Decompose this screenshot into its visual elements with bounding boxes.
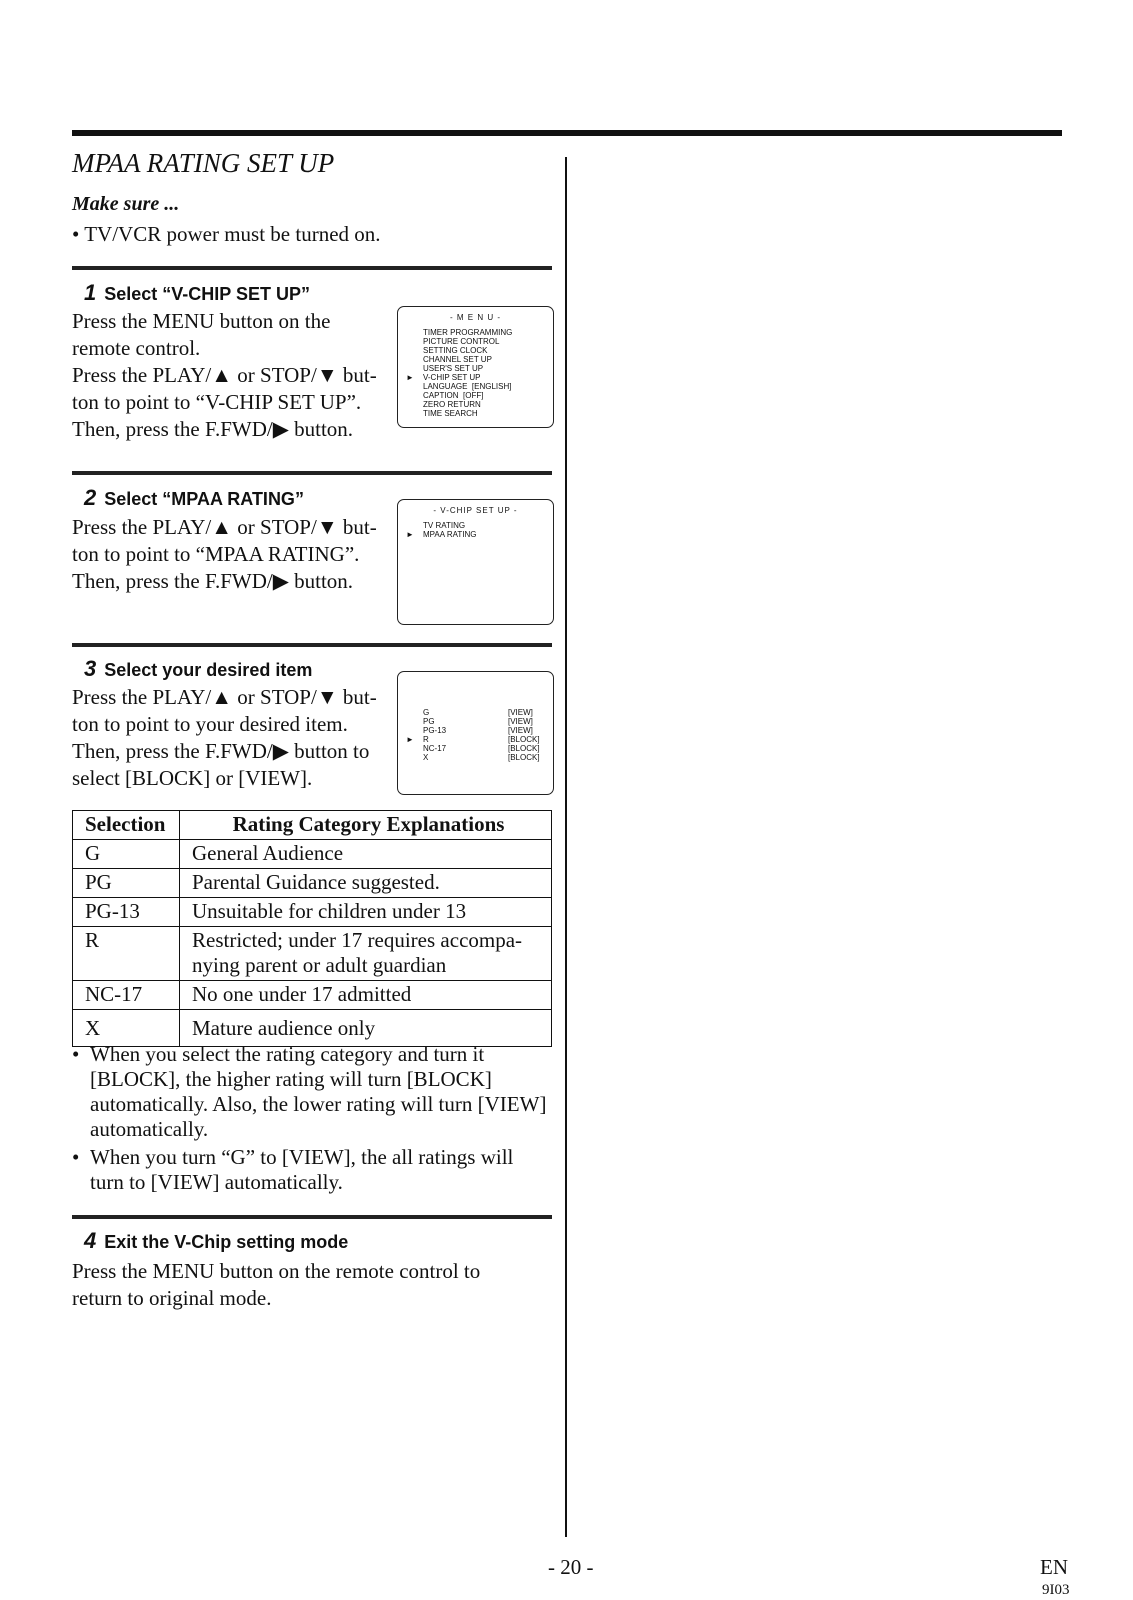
vchip-screen: [397, 499, 554, 625]
step-1-line: Then, press the F.FWD/▶ button.: [72, 417, 354, 441]
note-2-text: When you turn “G” to [VIEW], the all ratings will turn to [VIEW] automatically.: [90, 1145, 514, 1194]
step-3-line: Press the PLAY/▲ or STOP/▼ but-: [72, 685, 377, 709]
menu-item: USER'S SET UP: [423, 364, 484, 373]
rating-value: [BLOCK]: [508, 744, 540, 753]
cell-selection: PG-13: [73, 898, 180, 927]
step-4-title: Exit the V-Chip setting mode: [104, 1232, 349, 1252]
step-2-text: [72, 514, 377, 595]
rating-label: PG: [423, 717, 435, 726]
rating-row: [398, 753, 553, 762]
menu-item: SETTING CLOCK: [423, 346, 488, 355]
pointer-icon: ►: [406, 373, 414, 382]
step-2-heading: [84, 485, 304, 511]
cell-selection: X: [73, 1010, 180, 1047]
make-sure-heading: Make sure ...: [72, 193, 180, 215]
note-1-text: When you select the rating category and turn it [BLOCK], the higher rating will turn [BLOCK] automatically. Also, the lower rating will turn [VIEW] automatically.: [90, 1042, 547, 1141]
table-row: [73, 869, 552, 898]
column-divider: [565, 157, 567, 1537]
make-sure-item: [72, 222, 381, 247]
vchip-item-selected: [398, 530, 553, 539]
menu-item: CHANNEL SET UP: [423, 355, 492, 364]
step-4-number: 4: [84, 1228, 97, 1253]
step-1-line: remote control.: [72, 336, 201, 360]
cell-explanation: Restricted; under 17 requires accompa-nying parent or adult guardian: [180, 927, 552, 981]
step-3-line: ton to point to your desired item.: [72, 712, 348, 736]
bullet-icon: •: [72, 222, 80, 246]
rating-value: [BLOCK]: [508, 735, 540, 744]
step-2-rule: [72, 471, 552, 475]
document-code: 9I03: [1042, 1582, 1070, 1598]
menu-item-label: V-CHIP SET UP: [423, 373, 481, 382]
top-rule: [72, 130, 1062, 136]
menu-screen: [397, 306, 554, 428]
table-row: [73, 840, 552, 869]
step-4-rule: [72, 1215, 552, 1219]
ratings-screen: [397, 671, 554, 795]
rating-table: [72, 810, 552, 1047]
rating-row: [398, 708, 553, 717]
menu-item: ZERO RETURN: [423, 400, 481, 409]
step-1-rule: [72, 266, 552, 270]
rating-label: G: [423, 708, 430, 717]
cell-selection: G: [73, 840, 180, 869]
cell-selection: NC-17: [73, 981, 180, 1010]
make-sure-text: TV/VCR power must be turned on.: [84, 222, 381, 246]
bullet-icon: •: [72, 1145, 80, 1169]
rating-label: R: [423, 735, 429, 744]
vchip-item-label: MPAA RATING: [423, 530, 477, 539]
header-explanations: Rating Category Explanations: [180, 811, 552, 840]
rating-row: [398, 726, 553, 735]
rating-value: [BLOCK]: [508, 753, 540, 762]
step-2-number: 2: [84, 485, 97, 510]
step-1-title: Select “V-CHIP SET UP”: [104, 284, 310, 304]
step-3-number: 3: [84, 656, 97, 681]
table-row: [73, 898, 552, 927]
step-4-line: return to original mode.: [72, 1286, 272, 1310]
step-3-title: Select your desired item: [104, 660, 313, 680]
page-title: MPAA RATING SET UP: [72, 148, 335, 178]
menu-item: LANGUAGE [ENGLISH]: [423, 382, 512, 391]
language-code: EN: [1040, 1555, 1068, 1579]
step-4-heading: [84, 1228, 348, 1254]
rating-value: [VIEW]: [508, 726, 533, 735]
cell-explanation: Unsuitable for children under 13: [180, 898, 552, 927]
step-3-heading: [84, 656, 312, 682]
step-2-line: Then, press the F.FWD/▶ button.: [72, 569, 354, 593]
menu-item: TIME SEARCH: [423, 409, 478, 418]
vchip-screen-caption: - V-CHIP SET UP -: [433, 506, 518, 515]
menu-screen-caption: - M E N U -: [450, 313, 501, 322]
step-1-text: [72, 308, 377, 443]
rating-label: PG-13: [423, 726, 447, 735]
cell-selection: PG: [73, 869, 180, 898]
note-1: [72, 1042, 552, 1142]
cell-explanation: General Audience: [180, 840, 552, 869]
pointer-icon: ►: [406, 530, 414, 539]
cell-selection: R: [73, 927, 180, 981]
rating-row: [398, 717, 553, 726]
menu-item: PICTURE CONTROL: [423, 337, 500, 346]
step-1-number: 1: [84, 280, 97, 305]
cell-explanation: Mature audience only: [180, 1010, 552, 1047]
step-4-text: [72, 1258, 480, 1312]
bullet-icon: •: [72, 1042, 80, 1066]
page-number: - 20 -: [548, 1555, 594, 1579]
table-header-row: [73, 811, 552, 840]
note-2: [72, 1145, 552, 1195]
header-selection: Selection: [73, 811, 180, 840]
vchip-item: TV RATING: [423, 521, 466, 530]
step-1-line: ton to point to “V-CHIP SET UP”.: [72, 390, 362, 414]
step-3-line: Then, press the F.FWD/▶ button to: [72, 739, 370, 763]
cell-explanation: Parental Guidance suggested.: [180, 869, 552, 898]
rating-value: [VIEW]: [508, 708, 533, 717]
step-2-title: Select “MPAA RATING”: [104, 489, 304, 509]
step-1-line: Press the MENU button on the: [72, 309, 331, 333]
rating-label: X: [423, 753, 429, 762]
step-1-heading: [84, 280, 310, 306]
step-3-rule: [72, 643, 552, 647]
menu-item: TIMER PROGRAMMING: [423, 328, 513, 337]
table-row: [73, 981, 552, 1010]
rating-label: NC-17: [423, 744, 447, 753]
step-3-text: [72, 684, 377, 792]
step-1-line: Press the PLAY/▲ or STOP/▼ but-: [72, 363, 377, 387]
rating-value: [VIEW]: [508, 717, 533, 726]
cell-explanation: No one under 17 admitted: [180, 981, 552, 1010]
step-4-line: Press the MENU button on the remote control to: [72, 1259, 481, 1283]
menu-item-selected: [398, 373, 553, 382]
step-2-line: ton to point to “MPAA RATING”.: [72, 542, 360, 566]
table-row: [73, 927, 552, 981]
menu-item: CAPTION [OFF]: [423, 391, 484, 400]
pointer-icon: ►: [406, 735, 414, 744]
table-row: [73, 1010, 552, 1047]
step-2-line: Press the PLAY/▲ or STOP/▼ but-: [72, 515, 377, 539]
step-3-line: select [BLOCK] or [VIEW].: [72, 766, 313, 790]
rating-row: [398, 744, 553, 753]
rating-row-selected: [398, 735, 553, 744]
